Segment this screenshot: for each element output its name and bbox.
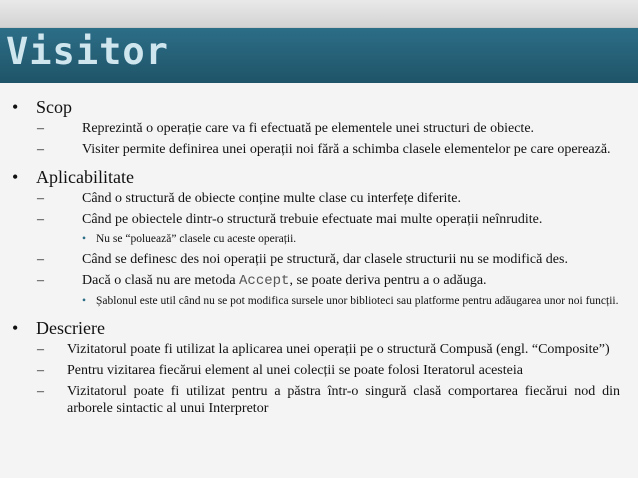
list-item: – Când se definesc des noi operații pe structură, dar clasele structurii nu se modifică des. bbox=[37, 252, 568, 267]
title-bar bbox=[0, 28, 638, 83]
sub-list-item: • Șablonul este util când nu se pot modifica sursele unor biblioteci sau platforme pentru adăugarea unor noi funcții. bbox=[82, 295, 619, 307]
list-item: – Dacă o clasă nu are metoda Accept, se poate deriva pentru a o adăuga. bbox=[37, 273, 487, 289]
section-heading: Aplicabilitate bbox=[36, 167, 134, 187]
list-item: – Reprezintă o operație care va fi efectuată pe elementele unei structuri de obiecte. bbox=[37, 121, 535, 136]
sub-bullet-icon: • bbox=[82, 295, 87, 307]
section-heading: Scop bbox=[36, 97, 72, 117]
bullet-icon: • bbox=[12, 318, 19, 338]
dash-icon: – bbox=[37, 342, 44, 357]
top-bar bbox=[0, 0, 638, 28]
code-accept: Accept bbox=[239, 273, 290, 289]
slide-content bbox=[0, 96, 638, 421]
dash-icon: – bbox=[37, 191, 44, 206]
list-item: – Pentru vizitarea fiecărui element al unei colecții se poate folosi Iteratorul acesteia bbox=[37, 363, 523, 378]
list-item: – Vizitatorul poate fi utilizat la aplicarea unei operații pe o structură Compusă (engl. “Composite”) bbox=[37, 342, 610, 357]
dash-icon: – bbox=[37, 212, 44, 227]
slide-title: Visitor bbox=[6, 30, 169, 73]
section-descriere bbox=[0, 317, 638, 339]
dash-icon: – bbox=[37, 121, 44, 136]
section-heading: Descriere bbox=[36, 318, 105, 338]
dash-icon: – bbox=[37, 252, 44, 267]
list-item: – Visiter permite definirea unei operații noi fără a schimba clasele elementelor pe care operează. bbox=[37, 142, 611, 157]
section-aplicabilitate bbox=[0, 166, 638, 188]
dash-icon: – bbox=[37, 384, 44, 399]
list-item: – Când pe obiectele dintr-o structură trebuie efectuate mai multe operații neînrudite. bbox=[37, 212, 543, 227]
bullet-icon: • bbox=[12, 167, 19, 187]
bullet-icon: • bbox=[12, 97, 19, 117]
list-item: – Când o structură de obiecte conține multe clase cu interfețe diferite. bbox=[37, 191, 462, 206]
sub-bullet-icon: • bbox=[82, 233, 87, 245]
dash-icon: – bbox=[37, 273, 44, 288]
dash-icon: – bbox=[37, 363, 44, 378]
section-scop bbox=[0, 96, 638, 118]
sub-list-item: • Nu se “poluează” clasele cu aceste operații. bbox=[82, 233, 297, 245]
list-item: – Vizitatorul poate fi utilizat pentru a păstra într-o singură clasă comportarea fiecărui nod din arborele sintactic al unui Interpretor bbox=[37, 384, 620, 416]
dash-icon: – bbox=[37, 142, 44, 157]
